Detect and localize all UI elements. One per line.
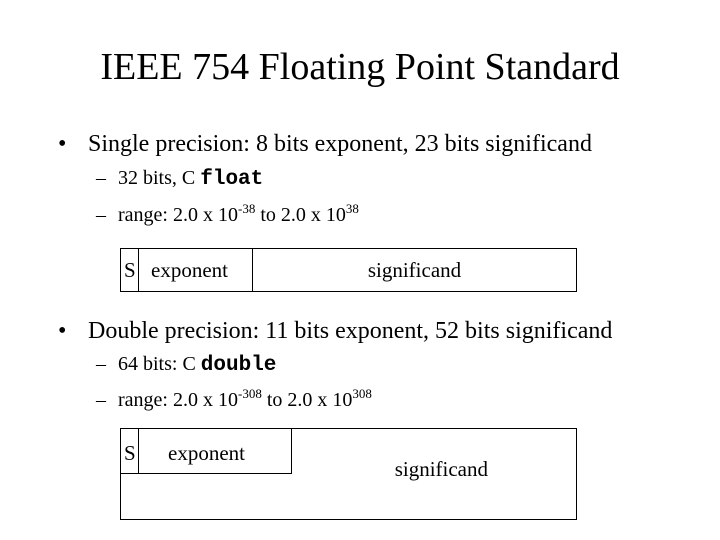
double-range-prefix: range: 2.0 x 10 <box>118 389 238 411</box>
dash: – <box>96 204 106 226</box>
double-range-exp-min: -308 <box>237 386 262 401</box>
double-precision-heading: Double precision: 11 bits exponent, 52 bits significand <box>88 318 613 344</box>
single-sign-field: S <box>121 249 139 291</box>
single-significand-field: significand <box>367 258 462 282</box>
bullet-dot: • <box>58 131 67 157</box>
single-range-exp-max: 38 <box>345 201 359 216</box>
dash: – <box>96 353 106 375</box>
double-range-exp-max: 308 <box>352 386 372 401</box>
double-ctype: double <box>200 354 277 377</box>
double-range-line <box>96 388 372 412</box>
single-exponent-field: exponent <box>139 249 253 291</box>
double-sign-field: S <box>121 429 139 474</box>
single-range-prefix: range: 2.0 x 10 <box>118 204 238 226</box>
single-size-line <box>96 166 263 192</box>
double-size-text: 64 bits: C <box>118 353 201 375</box>
dash: – <box>96 167 106 189</box>
single-precision-diagram <box>120 248 577 292</box>
slide-title: IEEE 754 Floating Point Standard <box>100 46 620 88</box>
dash: – <box>96 389 106 411</box>
double-precision-bullet <box>58 317 612 345</box>
double-size-line <box>96 352 276 378</box>
single-precision-heading: Single precision: 8 bits exponent, 23 bits significand <box>88 131 592 157</box>
single-size-text: 32 bits, C <box>118 167 201 189</box>
single-range-line <box>96 203 359 227</box>
double-range-middle: to 2.0 x 10 <box>261 389 353 411</box>
double-precision-diagram <box>120 428 577 520</box>
single-ctype: float <box>200 168 264 191</box>
single-range-exp-min: -38 <box>237 201 256 216</box>
single-range-middle: to 2.0 x 10 <box>255 204 346 226</box>
double-significand-field: significand <box>394 457 488 481</box>
bullet-dot: • <box>58 318 67 344</box>
single-precision-bullet <box>58 130 592 158</box>
double-exponent-field: exponent <box>139 429 292 474</box>
